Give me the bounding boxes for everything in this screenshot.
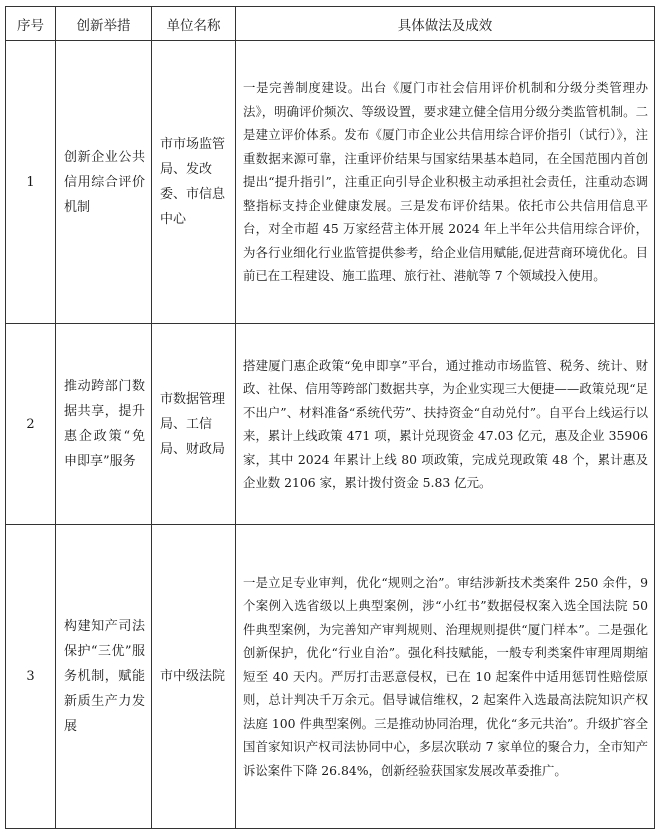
table-row — [6, 525, 655, 829]
row-unit: 市市场监管局、发改委、市信息中心 — [152, 41, 236, 324]
header-unit: 单位名称 — [152, 7, 236, 41]
row-measure: 构建知产司法保护“三优”服务机制，赋能新质生产力发展 — [56, 525, 152, 829]
row-measure: 推动跨部门数据共享，提升惠企政策“免申即享”服务 — [56, 324, 152, 525]
row-detail: 搭建厦门惠企政策“免申即享”平台，通过推动市场监管、税务、统计、财政、社保、信用等跨部门数据共享，为企业实现三大便捷——政策兑现“足不出户”、材料准备“系统代劳”、扶持资金“自动兑付”。自平台上线运行以来，累计上线政策 471 项，累计兑现资金 47.03 亿元，惠及企业 35906 家，其中 2024 年累计上线 80 项政策，完成兑现政策 48 个，累计惠及企业数 2106 家，累计拨付资金 5.83 亿元。 — [236, 324, 655, 525]
row-index: 2 — [6, 324, 56, 525]
row-unit: 市数据管理局、工信局、财政局 — [152, 324, 236, 525]
table-row — [6, 41, 655, 324]
row-detail: 一是立足专业审判，优化“规则之治”。审结涉新技术类案件 250 余件，9 个案例入选省级以上典型案例，涉“小红书”数据侵权案入选全国法院 50 件典型案例，为完善知产审判规则、治理规则提供“厦门样本”。二是强化创新保护，优化“行业自治”。强化科技赋能，一般专利类案件审理周期缩短至 40 天内。严厉打击恶意侵权，已在 10 起案件中适用惩罚性赔偿原则，总计判决千万余元。倡导诚信维权，2 起案件入选最高法院知识产权法庭 100 件典型案例。三是推动协同治理，优化“多元共治”。升级扩容全国首家知识产权司法协同中心，多层次联动 7 家单位的聚合力，全市知产诉讼案件下降 26.84%，创新经验获国家发展改革委推广。 — [236, 525, 655, 829]
header-index: 序号 — [6, 7, 56, 41]
header-measure: 创新举措 — [56, 7, 152, 41]
row-index: 3 — [6, 525, 56, 829]
measures-table — [5, 6, 655, 829]
row-unit: 市中级法院 — [152, 525, 236, 829]
row-measure: 创新企业公共信用综合评价机制 — [56, 41, 152, 324]
table-header-row — [6, 7, 655, 41]
table-row — [6, 324, 655, 525]
row-index: 1 — [6, 41, 56, 324]
header-detail: 具体做法及成效 — [236, 7, 655, 41]
row-detail: 一是完善制度建设。出台《厦门市社会信用评价机制和分级分类管理办法》，明确评价频次、等级设置，要求建立健全信用分级分类监管机制。二是建立评价体系。发布《厦门市企业公共信用综合评价指引（试行）》，注重数据来源可靠，注重评价结果与国家结果基本趋同，在全国范围内首创提出“提升指引”，注重正向引导企业积极主动承担社会责任，注重动态调整指标支持企业健康发展。三是发布评价结果。依托市公共信用信息平台，对全市超 45 万家经营主体开展 2024 年上半年公共信用综合评价，为各行业细化行业监管提供参考，给企业信用赋能,促进营商环境优化。目前已在工程建设、施工监理、旅行社、港航等 7 个领域投入使用。 — [236, 41, 655, 324]
